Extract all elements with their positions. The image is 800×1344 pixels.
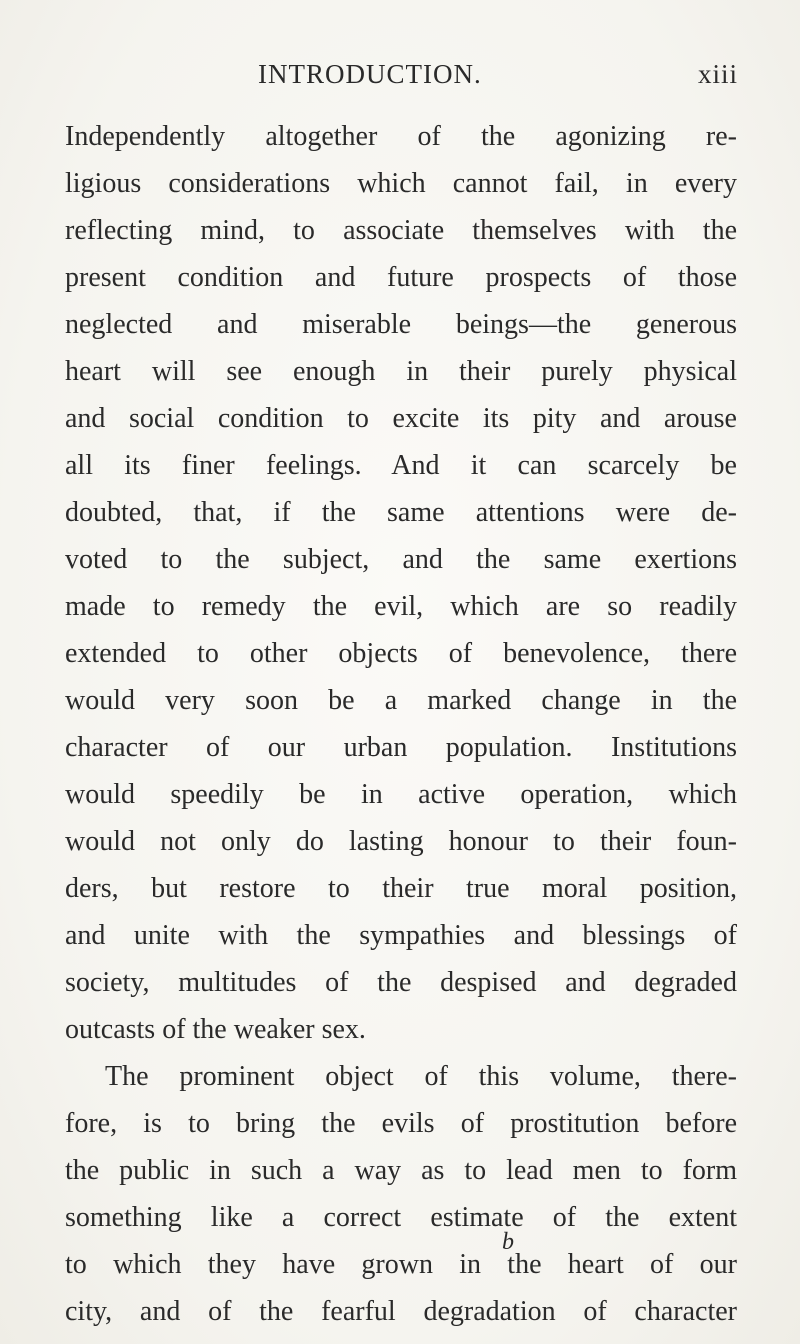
text-line: all its finer feelings. And it can scarcely be (65, 450, 737, 481)
running-head (258, 55, 738, 95)
text-line: the public in such a way as to lead men to form (65, 1155, 737, 1186)
text-line: The prominent object of this volume, there- (105, 1061, 737, 1092)
text-line: something like a correct estimate of the extent (65, 1202, 737, 1233)
text-line: reflecting mind, to associate themselves with the (65, 215, 737, 246)
text-line: outcasts of the weaker sex. (65, 1014, 366, 1045)
text-line: character of our urban population. Institutions (65, 732, 737, 763)
text-line: ders, but restore to their true moral position, (65, 873, 737, 904)
text-line: would speedily be in active operation, which (65, 779, 737, 810)
text-line: city, and of the fearful degradation of character (65, 1296, 737, 1327)
text-line: voted to the subject, and the same exertions (65, 544, 737, 575)
text-line: doubted, that, if the same attentions were de- (65, 497, 737, 528)
text-line: fore, is to bring the evils of prostitution before (65, 1108, 737, 1139)
body-text (65, 113, 737, 1335)
text-line: present condition and future prospects of those (65, 262, 737, 293)
text-line: would very soon be a marked change in the (65, 685, 737, 716)
text-line: neglected and miserable beings—the generous (65, 309, 737, 340)
text-line: heart will see enough in their purely physical (65, 356, 737, 387)
text-line: extended to other objects of benevolence, there (65, 638, 737, 669)
page-number: xiii (697, 59, 738, 89)
text-line: to which they have grown in the heart of our (65, 1249, 737, 1280)
text-line: society, multitudes of the despised and degraded (65, 967, 737, 998)
text-line: ligious considerations which cannot fail, in every (65, 168, 737, 199)
text-line: and social condition to excite its pity and arouse (65, 403, 737, 434)
text-line: and unite with the sympathies and blessings of (65, 920, 737, 951)
text-line: made to remedy the evil, which are so readily (65, 591, 737, 622)
signature-mark: b (502, 1229, 514, 1255)
running-head-title: INTRODUCTION. (258, 59, 482, 89)
text-line: would not only do lasting honour to their foun- (65, 826, 737, 857)
text-line: Independently altogether of the agonizing re- (65, 121, 737, 152)
